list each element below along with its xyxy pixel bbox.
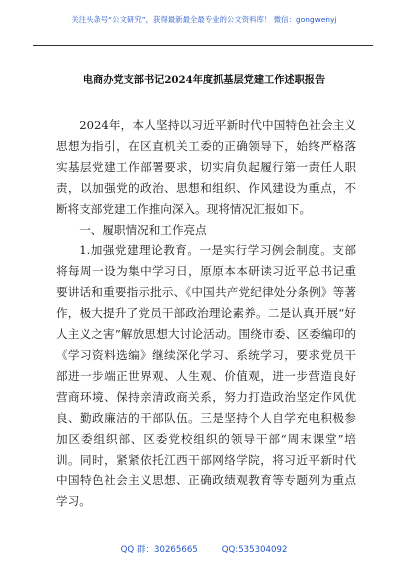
document-body xyxy=(56,115,356,512)
footer-qq-group: QQ 群：30265665 xyxy=(120,545,198,555)
header-divider xyxy=(33,45,373,46)
document-title: 电商办党支部书记2024年度抓基层党建工作述职报告 xyxy=(82,74,326,86)
body-paragraph: 1.加强党建理论教育。一是实行学习例会制度。支部将每周一设为集中学习日，原原本本研读习近平总书记重要讲话和重要指示批示、《中国共产党纪律处分条例》等著作，极大提升了党员干部政治理论素养。二是认真开展“好人主义之害”解放思想大讨论活动。围绕市委、区委编印的《学习资料选编》继续深化学习、系统学习，要求党员干部进一步端正世界观、人生观、价值观，进一步营造良好营商环境、保持亲清政商关系，努力打造政治坚定作风优良、勤政廉洁的干部队伍。三是坚持个人自学充电积极参加区委组织部、区委党校组织的领导干部“周末课堂”培训。同时，紧紧依托江西干部网络学院，将习近平新时代中国特色社会主义思想、正确政绩观教育等专题列为重点学习。 xyxy=(56,243,356,509)
header-note: 关注头条号“公文研究”，获得最新最全最专业的公文资料库！ 微信：gongwenyj xyxy=(71,15,337,24)
footer-contact xyxy=(0,543,408,555)
intro-paragraph: 2024年，本人坚持以习近平新时代中国特色社会主义思想为指引，在区直机关工委的正确领导下，始终严格落实基层党建工作部署要求，切实肩负起履行第一责任人职责，以加强党的政治、思想和组织、作风建设为重点，不断将支部党建工作推向深入。现将情况汇报如下。 xyxy=(56,118,356,216)
footer-qq-number: QQ:535304092 xyxy=(221,545,288,555)
section-heading: 一、履职情况和工作亮点 xyxy=(79,222,207,237)
